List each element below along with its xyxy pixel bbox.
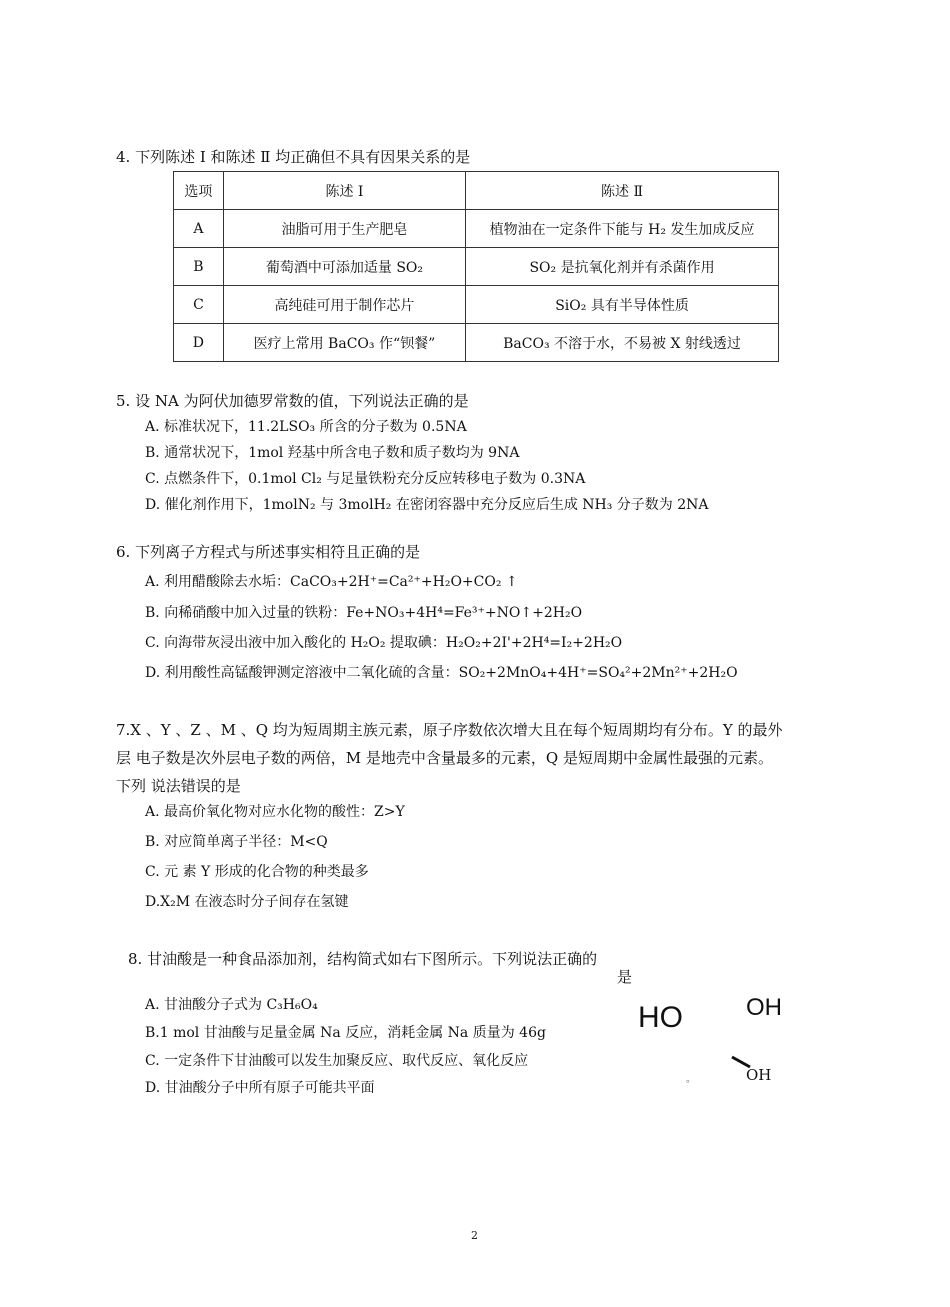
q8-stem-tail: 是 [617, 968, 633, 986]
q5-stem: 5. 设 NA 为阿伏加德罗常数的值，下列说法正确的是 [116, 392, 469, 410]
structure-dot: 。 [686, 1074, 696, 1085]
q7-option-d: D.X₂M 在液态时分子间存在氢键 [145, 894, 349, 910]
q5-option-c: C. 点燃条件下，0.1mol Cl₂ 与足量铁粉充分反应转移电子数为 0.3NA [145, 471, 586, 487]
q5-option-b: B. 通常状况下，1mol 羟基中所含电子数和质子数均为 9NA [145, 445, 520, 461]
table-cell: 高纯硅可用于制作芯片 [223, 286, 465, 324]
table-cell: 医疗上常用 BaCO₃ 作“钡餐” [223, 324, 465, 362]
table-cell: D [174, 324, 224, 362]
page-number: 2 [471, 1229, 478, 1242]
table-cell: BaCO₃ 不溶于水，不易被 X 射线透过 [466, 324, 779, 362]
table-cell: SiO₂ 具有半导体性质 [466, 286, 779, 324]
q8-option-d: D. 甘油酸分子中所有原子可能共平面 [145, 1080, 375, 1096]
q8-option-c: C. 一定条件下甘油酸可以发生加聚反应、取代反应、氧化反应 [145, 1053, 529, 1069]
table-header-cell: 陈述 I [223, 172, 465, 210]
q8-option-a: A. 甘油酸分子式为 C₃H₆O₄ [145, 997, 318, 1013]
q8-option-b: B.1 mol 甘油酸与足量金属 Na 反应，消耗金属 Na 质量为 46g [145, 1025, 546, 1041]
table-header-cell: 选项 [174, 172, 224, 210]
table-cell: 植物油在一定条件下能与 H₂ 发生加成反应 [466, 210, 779, 248]
q7-option-c: C. 元 素 Y 形成的化合物的种类最多 [145, 864, 369, 880]
q7-option-b: B. 对应简单离子半径：M<Q [145, 834, 328, 850]
table-cell: C [174, 286, 224, 324]
q4-stem: 4. 下列陈述 I 和陈述 Ⅱ 均正确但不具有因果关系的是 [116, 148, 471, 166]
q6-stem: 6. 下列离子方程式与所述事实相符且正确的是 [116, 543, 421, 561]
table-header-cell: 陈述 Ⅱ [466, 172, 779, 210]
table-cell: B [174, 248, 224, 286]
table-cell: SO₂ 是抗氧化剂并有杀菌作用 [466, 248, 779, 286]
table-cell: 葡萄酒中可添加适量 SO₂ [223, 248, 465, 286]
table-header-row [174, 172, 779, 210]
structure-oh-top-label: OH [746, 994, 782, 1021]
q5-option-d: D. 催化剂作用下，1molN₂ 与 3molH₂ 在密闭容器中充分反应后生成 NH₃ 分子数为 2NA [145, 497, 709, 513]
q4-table [173, 171, 779, 362]
q7-stem-line2: 层 电子数是次外层电子数的两倍，M 是地壳中含量最多的元素，Q 是短周期中金属性最强的元素。 [116, 749, 773, 767]
table-cell: A [174, 210, 224, 248]
q6-option-a: A. 利用醋酸除去水垢：CaCO₃+2H⁺=Ca²⁺+H₂O+CO₂ ↑ [145, 574, 518, 590]
structure-ho-label: HO [638, 1001, 683, 1034]
q5-option-a: A. 标准状况下，11.2LSO₃ 所含的分子数为 0.5NA [145, 419, 467, 435]
q6-option-c: C. 向海带灰浸出液中加入酸化的 H₂O₂ 提取碘：H₂O₂+2I'+2H⁴=I₂+2H₂O [145, 635, 623, 651]
table-row [174, 210, 779, 248]
q7-option-a: A. 最高价氧化物对应水化物的酸性：Z>Y [145, 804, 405, 820]
structure-oh-bottom-label: OH [746, 1066, 772, 1084]
table-row [174, 324, 779, 362]
table-cell: 油脂可用于生产肥皂 [223, 210, 465, 248]
q6-option-d: D. 利用酸性高锰酸钾测定溶液中二氧化硫的含量：SO₂+2MnO₄+4H⁺=SO₄²+2Mn²⁺+2H₂O [145, 665, 738, 681]
q6-option-b: B. 向稀硝酸中加入过量的铁粉：Fe+NO₃+4H⁴=Fe³⁺+NO↑+2H₂O [145, 605, 583, 621]
q8-stem: 8. 甘油酸是一种食品添加剂，结构简式如右下图所示。下列说法正确的 [128, 950, 598, 968]
q7-stem-line1: 7.X 、Y 、Z 、M 、Q 均为短周期主族元素，原子序数依次增大且在每个短周期均有分布。Y 的最外 [116, 721, 783, 739]
table-row [174, 248, 779, 286]
table-row [174, 286, 779, 324]
q7-stem-line3: 下列 说法错误的是 [116, 777, 241, 795]
